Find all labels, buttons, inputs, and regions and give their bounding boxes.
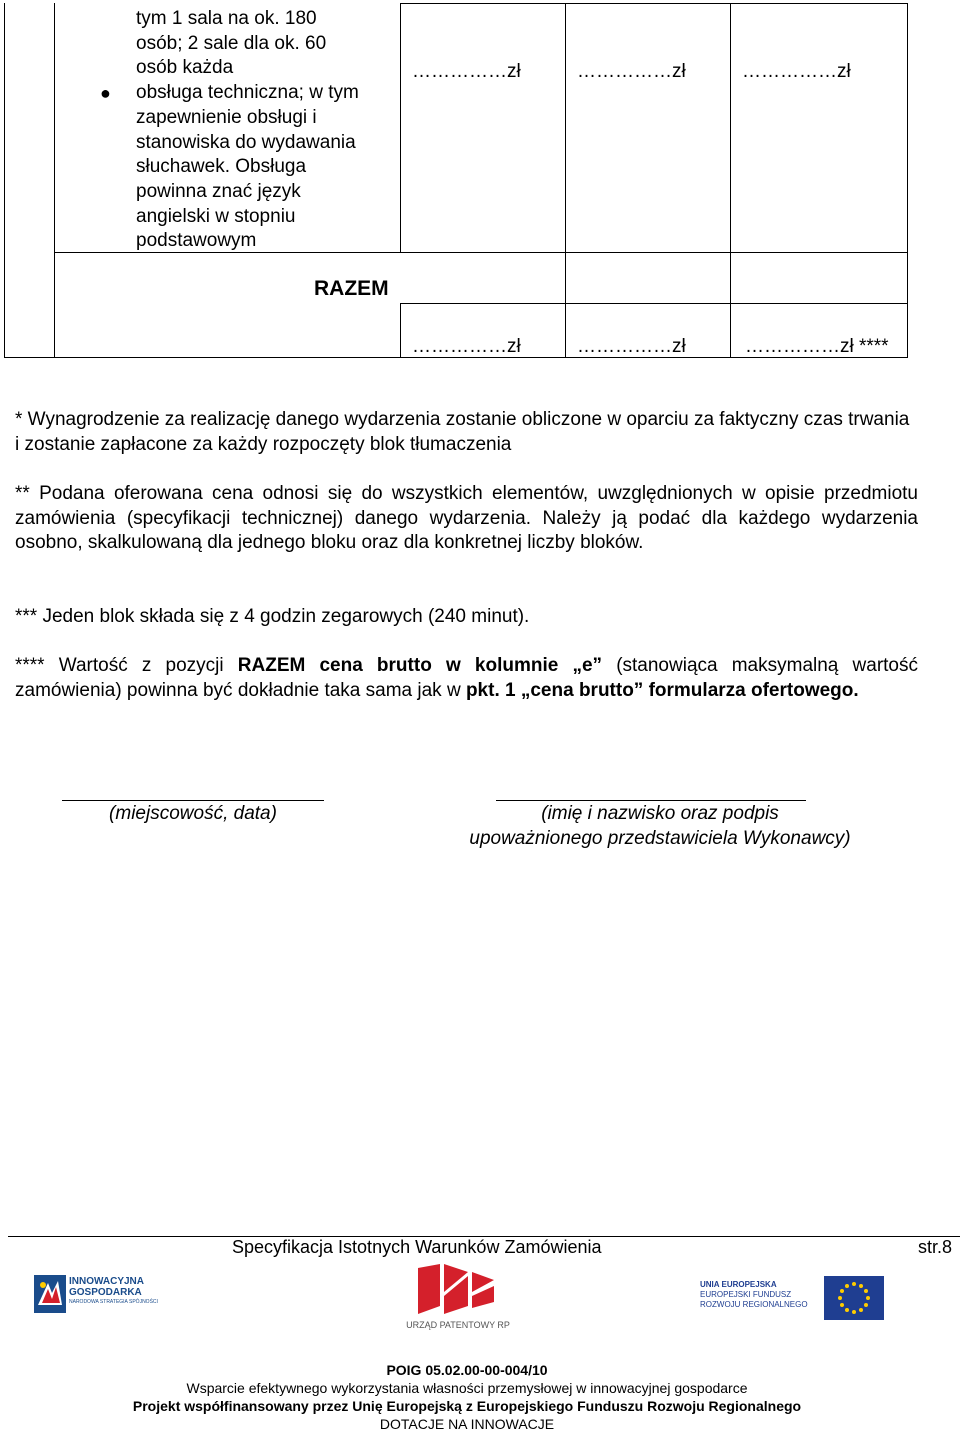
description-line: słuchawek. Obsługa — [136, 156, 307, 178]
description-line: stanowiska do wydawania — [136, 131, 356, 153]
footnote-1: * Wynagrodzenie za realizację danego wydarzenia zostanie obliczone w oparciu za faktyczny czas trwania i zostanie zapłacone za każdy rozpoczęty blok tłumaczenia — [15, 409, 910, 455]
contractor-caption-line: upoważnionego przedstawiciela Wykonawcy) — [469, 827, 851, 849]
description-line: osób; 2 sale dla ok. 60 — [136, 32, 327, 54]
footer-project-number: POIG 05.02.00-00-004/10 — [386, 1362, 548, 1378]
signature-line-contractor — [496, 800, 806, 801]
eu-fund-logo — [700, 1274, 888, 1324]
eu-logo-text — [700, 1280, 808, 1310]
place-date-caption: (miejscowość, data) — [109, 803, 277, 824]
amount-net: ……………zł — [412, 61, 521, 82]
ig-logo-line: INNOWACYJNA — [69, 1276, 145, 1287]
footnote-4-bold-pkt: pkt. 1 „cena brutto” formularza ofertowego. — [465, 679, 859, 701]
total-vat: ……………zł — [577, 336, 686, 357]
upr-logo-text: URZĄD PATENTOWY RP — [406, 1320, 510, 1330]
pricing-table — [4, 3, 908, 358]
eu-flag-icon — [824, 1276, 884, 1320]
eu-logo-line: EUROPEJSKI FUNDUSZ — [700, 1290, 792, 1299]
description-line: powinna znać język — [136, 180, 301, 202]
ig-logo-line: GOSPODARKA — [69, 1287, 142, 1298]
description-line: zapewnienie obsługi i — [136, 106, 317, 128]
total-net: ……………zł — [412, 336, 521, 357]
item-description — [136, 7, 398, 254]
eu-logo-line: UNIA EUROPEJSKA — [700, 1280, 777, 1289]
amount-vat: ……………zł — [577, 61, 686, 82]
footer-document-title: Specyfikacja Istotnych Warunków Zamówienia — [232, 1237, 602, 1257]
contractor-signature-caption — [380, 802, 940, 851]
footnote-4-bold-razem: RAZEM cena brutto w kolumnie „e” — [237, 655, 603, 676]
footnote-4-text-a: **** Wartość z pozycji — [15, 655, 238, 676]
ig-logo-line: NARODOWA STRATEGIA SPÓJNOŚCI — [69, 1299, 158, 1305]
total-gross: ……………zł **** — [745, 336, 889, 357]
footnote-4-text-c: (stanowiąca maksymalną wartość zamówienia) powinna być dokładnie taka sama jak w — [15, 655, 918, 701]
ig-logo-text — [69, 1276, 158, 1306]
razem-label: RAZEM — [314, 277, 389, 300]
upr-emblem-icon — [414, 1262, 498, 1318]
ig-emblem-icon — [34, 1275, 66, 1313]
footnote-3: *** Jeden blok składa się z 4 godzin zegarowych (240 minut). — [15, 606, 530, 627]
innowacyjna-gospodarka-logo — [34, 1273, 164, 1319]
footnote-2: ** Podana oferowana cena odnosi się do wszystkich elementów, uwzględnionych w opisie przedmiotu zamówienia (specyfikacji technicznej) danego wydarzenia. Należy ją podać dla każdego wydarzenia osobno, skalkulowaną dla jednego bloku oraz dla konkretnej liczby bloków. — [15, 483, 918, 554]
description-line: angielski w stopniu — [136, 205, 296, 227]
description-line: osób każda — [136, 57, 234, 79]
contractor-caption-line: (imię i nazwisko oraz podpis — [541, 803, 779, 824]
description-line: obsługa techniczna; w tym — [136, 82, 359, 104]
footer-dotacje-line: DOTACJE NA INNOWACJE — [379, 1416, 555, 1432]
footer-program-line: Wsparcie efektywnego wykorzystania własności przemysłowej w innowacyjnej gospodarce — [186, 1380, 748, 1396]
bullet-icon: ● — [100, 83, 111, 103]
description-line: podstawowym — [136, 230, 257, 252]
amount-gross: ……………zł — [742, 61, 851, 82]
description-line: tym 1 sala na ok. 180 — [136, 8, 317, 29]
footnote-4 — [15, 654, 918, 703]
eu-logo-line: ROZWOJU REGIONALNEGO — [700, 1300, 808, 1309]
signature-line-place-date — [62, 800, 324, 801]
footer-page-number: str.8 — [917, 1237, 952, 1257]
urzad-patentowy-logo — [398, 1262, 518, 1336]
footer-cofinancing-line: Projekt współfinansowany przez Unię Europejską z Europejskiego Funduszu Rozwoju Regionalnego — [132, 1398, 802, 1414]
